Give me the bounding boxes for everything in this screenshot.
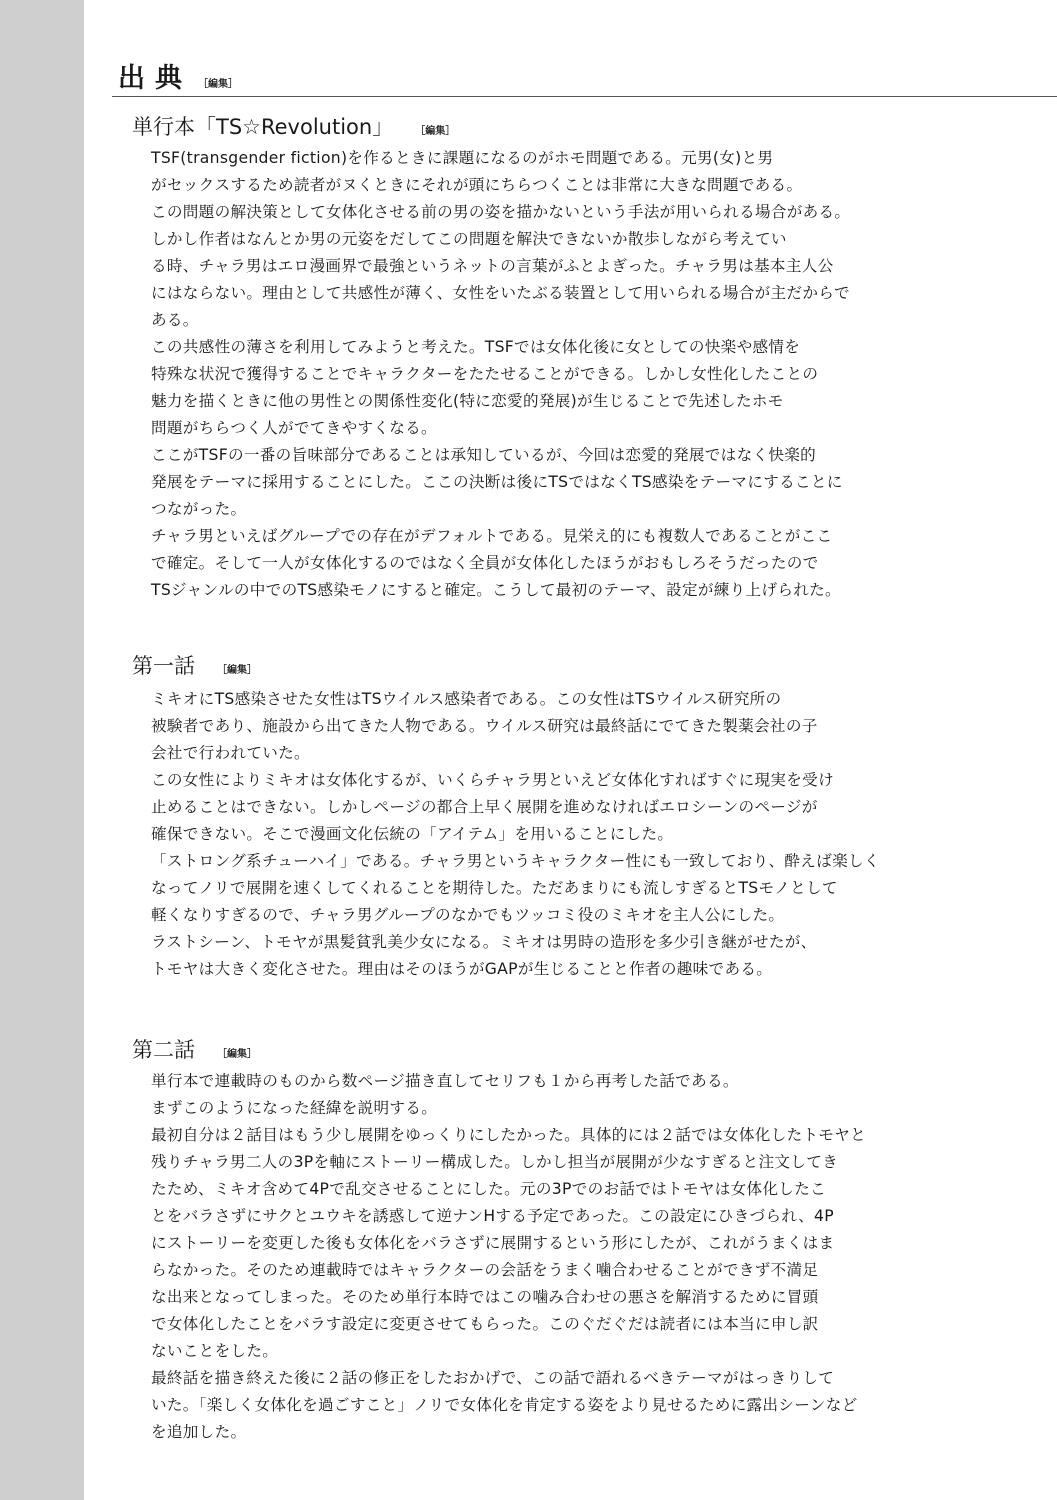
- paragraph: まずこのようになった経緯を説明する。: [151, 1099, 438, 1117]
- section-tankobon: [132, 111, 942, 604]
- section-episode-1: [132, 650, 942, 983]
- section-title: 単行本「TS☆Revolution」: [132, 115, 394, 139]
- section-heading: [132, 111, 942, 141]
- paragraph: 最終話を描き終えた後に２話の修正をしたおかげで、この話で語れるべきテーマがはっきりして いた。「楽しく女体化を過ごすこと」ノリで女体化を肯定する姿をより見せるために露出シーンなど を追加した。: [151, 1369, 858, 1441]
- paragraph: 単行本で連載時のものから数ページ描き直してセリフも１から再考した話である。: [151, 1072, 739, 1090]
- section-episode-2: [132, 1034, 942, 1446]
- section-edit-link[interactable]: ［編集］: [217, 1049, 257, 1060]
- page-title: 出典: [118, 63, 192, 94]
- page-header: [118, 56, 238, 95]
- paragraph: ここがTSFの一番の旨味部分であることは承知しているが、今回は恋愛的発展ではなく快楽的 発展をテーマに採用することにした。ここの決断は後にTSではなくTS感染をテーマにすることに つながった。: [151, 446, 843, 518]
- section-edit-link[interactable]: ［編集］: [217, 665, 257, 676]
- paragraph: 最初自分は２話目はもう少し展開をゆっくりにしたかった。具体的には２話では女体化したトモヤと 残りチャラ男二人の3Pを軸にストーリー構成した。しかし担当が展開が少なすぎると注文してき たため、ミキオ含めて4Pで乱交させることにした。元の3Pでのお話ではトモヤは女体化したこ とをバラさずにサクとユウキを誘惑して逆ナンHする予定であった。この設定にひきづられ、4P にストーリーを変更した後も女体化をバラさずに展開するという形にしたが、これがうまくはま らなかった。そのため連載時ではキャラクターの会話をうまく噛合わせることができず不満足 な出来となってしまった。そのため単行本時ではこの噛み合わせの悪さを解消するために冒頭 で女体化したことをバラす設定に変更させてもらった。このぐだぐだは読者には本当に申し訳 ないことをした。: [151, 1126, 867, 1360]
- header-divider: [112, 96, 1057, 97]
- paragraph: この共感性の薄さを利用してみようと考えた。TSFでは女体化後に女としての快楽や感情を 特殊な状況で獲得することでキャラクターをたたせることができる。しかし女性化したことの 魅力を描くときに他の男性との関係性変化(特に恋愛的発展)が生じることで先述したホモ 問題がちらつく人がでてきやすくなる。: [151, 338, 819, 437]
- left-margin-bar: [0, 0, 84, 1500]
- paragraph: チャラ男といえばグループでの存在がデフォルトである。見栄え的にも複数人であることがここ で確定。そして一人が女体化するのではなく全員が女体化したほうがおもしろそうだったので TSジャンルの中でのTS感染モノにすると確定。こうして最初のテーマ、設定が練り上げられた。: [151, 527, 841, 599]
- section-heading: [132, 650, 942, 680]
- section-title: 第二話: [132, 1038, 195, 1062]
- paragraph: TSF(transgender fiction)を作るときに課題になるのがホモ問題である。元男(女)と男 がセックスするため読者がヌくときにそれが頭にちらつくことは非常に大きな問題である。 この問題の解決策として女体化させる前の男の姿を描かないという手法が用いられる場合がある。 しかし作者はなんとか男の元姿をだしてこの問題を解決できないか散歩しながら考えてい る時、チャラ男はエロ漫画界で最強というネットの言葉がふとよぎった。チャラ男は基本主人公 にはならない。理由として共感性が薄く、女性をいたぶる装置として用いられる場合が主だからで ある。: [151, 149, 851, 329]
- page-edit-link[interactable]: ［編集］: [198, 79, 238, 90]
- paragraph: この女性によりミキオは女体化するが、いくらチャラ男といえど女体化すればすぐに現実を受け 止めることはできない。しかしページの都合上早く展開を進めなければエロシーンのページが 確保できない。そこで漫画文化伝統の「アイテム」を用いることにした。: [151, 771, 834, 843]
- section-heading: [132, 1034, 942, 1064]
- paragraph: ラストシーン、トモヤが黒髪貧乳美少女になる。ミキオは男時の造形を多少引き継がせたが、 トモヤは大きく変化させた。理由はそのほうがGAPが生じることと作者の趣味である。: [151, 933, 817, 978]
- section-edit-link[interactable]: ［編集］: [415, 126, 456, 137]
- section-title: 第一話: [132, 654, 195, 678]
- paragraph: ミキオにTS感染させた女性はTSウイルス感染者である。この女性はTSウイルス研究所の 被験者であり、施設から出てきた人物である。ウイルス研究は最終話にでてきた製薬会社の子 会社で行われていた。: [151, 690, 818, 762]
- paragraph: 「ストロング系チューハイ」である。チャラ男というキャラクター性にも一致しており、酔えば楽しく なってノリで展開を速くしてくれることを期待した。ただあまりにも流しすぎるとTSモノとして 軽くなりすぎるので、チャラ男グループのなかでもツッコミ役のミキオを主人公にした。: [151, 852, 880, 924]
